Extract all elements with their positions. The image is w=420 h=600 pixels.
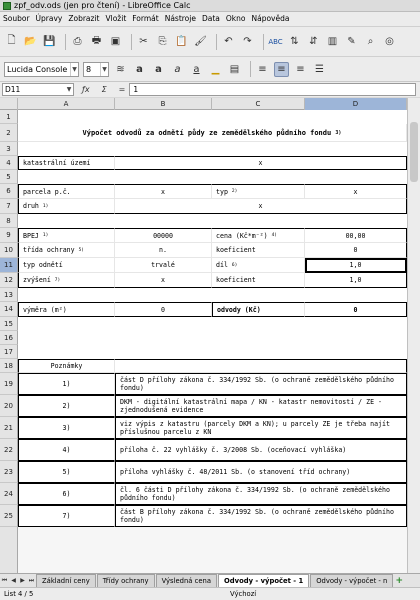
cell-d14[interactable] (305, 302, 407, 317)
cell-d6[interactable] (305, 184, 407, 199)
menu-data[interactable]: Data (201, 14, 220, 23)
menu-bar (0, 12, 420, 26)
table-row (0, 483, 407, 505)
value-typ: x (353, 187, 358, 196)
column-headers (0, 98, 420, 110)
table-row (0, 258, 407, 273)
add-sheet-icon[interactable]: + (395, 576, 404, 586)
cell-b6[interactable] (115, 184, 212, 199)
toolbar-separator (263, 34, 264, 50)
cell-b12[interactable] (115, 273, 212, 288)
name-box[interactable] (2, 83, 74, 96)
value-cena: 00,00 (345, 231, 366, 240)
row-header[interactable]: 6 (0, 184, 18, 199)
label-vymera: výměra (m²) (23, 305, 67, 314)
formatting-toolbar (0, 56, 420, 81)
draw-icon[interactable]: ✎ (347, 36, 356, 47)
prev-sheet-icon[interactable]: ◀ (11, 577, 16, 584)
tab-tridy-ochrany[interactable]: Třídy ochrany (97, 574, 155, 587)
row-header[interactable]: 16 (0, 331, 18, 345)
notes-header-text: Poznámky (50, 362, 83, 370)
vertical-scrollbar[interactable] (407, 98, 420, 573)
cell-c12[interactable] (212, 273, 305, 288)
note-text[interactable] (115, 505, 407, 527)
label-druh-sup: 1) (42, 203, 49, 209)
cut-icon[interactable]: ✂ (139, 36, 148, 47)
label-cena-sup: 4) (271, 233, 278, 238)
note-number-text: 3) (62, 424, 71, 432)
cell-a11[interactable] (18, 258, 115, 273)
cell-d11-active[interactable] (305, 258, 407, 273)
highlight-icon[interactable]: ▁ (211, 63, 220, 75)
formula-input[interactable] (129, 83, 416, 96)
value-koeficient: 0 (353, 246, 358, 254)
font-size-field[interactable] (83, 62, 109, 77)
note-number[interactable] (18, 483, 115, 505)
cell-b7[interactable] (115, 199, 407, 214)
sheet-position: List 4 / 5 (4, 590, 34, 598)
note-number[interactable] (18, 505, 115, 527)
table-row (0, 302, 407, 317)
note-text[interactable] (115, 461, 407, 483)
table-row (0, 359, 407, 373)
row-header[interactable]: 24 (0, 483, 18, 505)
menu-vlozit[interactable]: Vložit (105, 14, 127, 23)
note-number-text: 5) (62, 468, 71, 476)
value-zvyseni: x (161, 276, 165, 284)
row-header[interactable]: 7 (0, 199, 18, 214)
toolbar-separator (216, 34, 217, 50)
row-header-blank (0, 527, 18, 573)
table-row (0, 345, 407, 359)
note-number[interactable] (18, 373, 115, 395)
function-wizard-icon[interactable]: ƒx (82, 85, 90, 94)
underline-icon[interactable]: a (193, 63, 200, 75)
clone-format-icon[interactable]: 🖌 (194, 36, 207, 47)
table-row (0, 243, 407, 258)
label-bpej-sup: 1) (42, 233, 49, 238)
note-number[interactable] (18, 461, 115, 483)
title-bar (0, 0, 420, 12)
label-dil-sup: 6) (231, 262, 238, 268)
paste-icon[interactable]: 📋 (175, 36, 188, 47)
value-typ-odneti: trvalé (151, 261, 175, 269)
find-icon[interactable]: ⌕ (367, 36, 374, 47)
table-row (0, 417, 407, 439)
row-header[interactable]: 10 (0, 243, 18, 258)
cell-a4[interactable] (18, 156, 115, 170)
chart-icon[interactable]: ▥ (327, 36, 338, 47)
sheet-title-sup: 3) (335, 129, 342, 136)
row-header[interactable]: 14 (0, 302, 18, 317)
empty-area (0, 527, 407, 573)
tab-odvody-vypocet-n[interactable]: Odvody - výpočet - n (310, 574, 393, 587)
cell-d9[interactable] (305, 228, 407, 243)
menu-okno[interactable]: Okno (225, 14, 246, 23)
align-center-icon[interactable]: ≡ (274, 62, 289, 77)
tab-vysledna-cena[interactable]: Výsledná cena (156, 574, 217, 587)
notes-header-blank[interactable] (115, 359, 407, 373)
label-odvody: odvody (Kč) (217, 305, 261, 314)
cell-c14[interactable] (212, 302, 305, 317)
chevron-down-icon[interactable]: ▼ (70, 63, 78, 76)
cell-b9[interactable] (115, 228, 212, 243)
label-cena: cena (Kč*m⁻²) (216, 231, 268, 240)
next-sheet-icon[interactable]: ▶ (20, 577, 25, 584)
table-row (0, 142, 407, 156)
value-vymera: 0 (161, 305, 165, 314)
new-document-icon[interactable]: 🗋 (7, 35, 16, 46)
table-row (0, 228, 407, 243)
font-size-value: 8 (86, 64, 92, 74)
note-text[interactable] (115, 439, 407, 461)
cell-b11[interactable] (115, 258, 212, 273)
row-header[interactable]: 12 (0, 273, 18, 288)
chevron-down-icon[interactable]: ▼ (100, 63, 108, 76)
select-all-corner[interactable] (0, 98, 18, 110)
font-name-field[interactable] (4, 62, 79, 77)
sheet-title[interactable] (18, 124, 407, 142)
row-header[interactable]: 17 (0, 345, 18, 359)
cell-a9[interactable] (18, 228, 115, 243)
table-row (0, 199, 407, 214)
table-row (0, 505, 407, 527)
undo-icon[interactable]: ↶ (224, 36, 233, 47)
cell-a14[interactable] (18, 302, 115, 317)
label-koeficient-2: koeficient (216, 276, 256, 284)
formula-value: 1 (133, 85, 139, 94)
cell-c9[interactable] (212, 228, 305, 243)
row-header[interactable]: 18 (0, 359, 18, 373)
label-trida-ochrany-sup: 5) (78, 247, 85, 253)
value-koeficient-2: 1,0 (349, 276, 362, 284)
column-header-c[interactable]: C (212, 98, 305, 110)
print-preview-icon[interactable]: ▣ (110, 36, 121, 47)
formula-icon[interactable]: = (118, 85, 126, 94)
value-odvody: 0 (353, 305, 358, 314)
note-number-text: 4) (62, 446, 71, 454)
menu-soubor[interactable]: Soubor (3, 14, 30, 23)
align-left-icon[interactable]: ≡ (258, 63, 267, 75)
note-number[interactable] (18, 395, 115, 417)
table-row (0, 214, 407, 228)
row-header[interactable]: 2 (0, 124, 18, 142)
row-header[interactable]: 1 (0, 110, 18, 124)
cell-c10[interactable] (212, 243, 305, 258)
row-header[interactable]: 8 (0, 214, 18, 228)
sheet-title-text: Výpočet odvodů za odnětí půdy ze zemědělského půdního fondu (82, 128, 332, 137)
note-text[interactable] (115, 395, 407, 417)
note-number-text: 6) (62, 490, 71, 498)
label-trida-ochrany: třída ochrany (23, 246, 75, 254)
note-text-content: příloha č. 22 vyhlášky č. 3/2008 Sb. (oceňovací vyhláška) (120, 446, 347, 454)
cell-b4[interactable] (115, 156, 407, 170)
toolbar-separator (250, 61, 251, 77)
note-number[interactable] (18, 417, 115, 439)
label-zvyseni: zvýšení (23, 276, 51, 284)
label-parcela: parcela p.č. (23, 187, 71, 196)
justify-icon[interactable]: ☰ (315, 63, 324, 75)
redo-icon[interactable]: ↷ (243, 36, 252, 47)
styles-icon[interactable]: ≋ (116, 63, 125, 75)
cell-b14[interactable] (115, 302, 212, 317)
table-row (0, 110, 407, 124)
navigator-icon[interactable]: ◎ (385, 36, 394, 47)
row-header[interactable]: 23 (0, 461, 18, 483)
toolbar-separator (131, 34, 132, 50)
table-row (0, 331, 407, 345)
row-header[interactable]: 5 (0, 170, 18, 184)
tab-zakladni-ceny[interactable]: Základní ceny (36, 574, 96, 587)
save-icon[interactable]: 💾 (43, 36, 56, 47)
calc-app-icon (3, 2, 11, 10)
notes-header[interactable] (18, 359, 115, 373)
label-typ-odneti: typ odnětí (23, 261, 63, 269)
note-number[interactable] (18, 439, 115, 461)
cell-a10[interactable] (18, 243, 115, 258)
note-number-text: 7) (62, 512, 71, 520)
note-text-content: DKM - digitální katastrální mapa / KN - katastr nemovitostí / ZE - zjednodušená evidence (120, 398, 383, 414)
table-row (0, 184, 407, 199)
value-parcela: x (161, 187, 165, 196)
table-row (0, 288, 407, 302)
menu-napoveda[interactable]: Nápověda (251, 14, 290, 23)
row-header[interactable]: 22 (0, 439, 18, 461)
note-text-content: část B přílohy zákona č. 334/1992 Sb. (o ochraně zemědělského půdního fondu) (120, 508, 394, 524)
spreadsheet-grid[interactable] (0, 98, 420, 573)
menu-zobrazit[interactable]: Zobrazit (68, 14, 100, 23)
cell-c6[interactable] (212, 184, 305, 199)
cell-a12[interactable] (18, 273, 115, 288)
scrollbar-thumb[interactable] (410, 122, 418, 182)
font-name-value: Lucida Console (7, 64, 68, 74)
cell-d12[interactable] (305, 273, 407, 288)
note-text-content: část D přílohy zákona č. 334/1992 Sb. (o ochraně zemědělského půdního fondu) (120, 376, 394, 392)
row-header[interactable]: 13 (0, 288, 18, 302)
table-row (0, 317, 407, 331)
note-text[interactable] (115, 417, 407, 439)
label-typ-sup: 2) (231, 189, 238, 194)
value-dil: 1,0 (349, 261, 362, 269)
column-header-b[interactable]: B (115, 98, 212, 110)
table-row (0, 156, 407, 170)
row-header-selected[interactable]: 11 (0, 258, 18, 273)
window-title: zpf_odv.ods (jen pro čtení) - LibreOffice Calc (14, 1, 191, 10)
menu-nastroje[interactable]: Nástroje (164, 14, 196, 23)
italic-icon[interactable]: a (174, 63, 181, 75)
open-folder-icon[interactable]: 📂 (24, 36, 37, 47)
note-text-content: viz výpis z katastru (parcely DKM a KN); u parcely ZE je třeba najít příslušnou parcelu z KN (120, 420, 390, 436)
note-number-text: 1) (62, 380, 71, 388)
cell-b10[interactable] (115, 243, 212, 258)
tab-odvody-vypocet-1[interactable]: Odvody - výpočet - 1 (218, 574, 309, 587)
note-text-content: čl. 6 části D přílohy zákona č. 334/1992 Sb. (o ochraně zemědělského půdního fondu) (120, 486, 390, 502)
note-text-content: příloha vyhlášky č. 48/2011 Sb. (o stanovení tříd ochrany) (120, 468, 351, 476)
background-color-icon[interactable]: ▤ (229, 63, 240, 75)
cell-a6[interactable] (18, 184, 115, 199)
table-row (0, 373, 407, 395)
cell-reference: D11 (5, 85, 21, 94)
label-zvyseni-sup: 7) (54, 277, 61, 283)
table-row (0, 273, 407, 288)
sort-descending-icon[interactable]: ⇵ (309, 36, 318, 47)
table-row (0, 124, 407, 142)
spellcheck-icon[interactable]: ABC (268, 37, 283, 46)
row-header[interactable]: 19 (0, 373, 18, 395)
row-header[interactable]: 15 (0, 317, 18, 331)
print-icon[interactable]: 🖶 (91, 35, 102, 46)
table-row (0, 170, 407, 184)
row-header[interactable]: 9 (0, 228, 18, 243)
standard-toolbar (0, 26, 420, 56)
row-header[interactable]: 21 (0, 417, 18, 439)
page-style[interactable]: Výchozí (230, 590, 257, 598)
status-bar (0, 587, 420, 600)
formula-bar (0, 81, 420, 97)
menu-format[interactable]: Formát (132, 14, 159, 23)
copy-icon[interactable]: ⎘ (158, 36, 167, 47)
note-text[interactable] (115, 373, 407, 395)
font-color-icon[interactable]: a (136, 63, 143, 75)
menu-upravy[interactable]: Úpravy (35, 14, 63, 23)
value-bpej: 00000 (153, 231, 173, 240)
label-typ: typ (216, 187, 228, 196)
table-row (0, 439, 407, 461)
cell-c11[interactable] (212, 258, 305, 273)
row-header[interactable]: 20 (0, 395, 18, 417)
first-sheet-icon[interactable]: ⏮ (1, 577, 8, 584)
chevron-down-icon[interactable]: ▼ (66, 86, 72, 93)
align-right-icon[interactable]: ≡ (296, 63, 305, 75)
value-trida-ochrany: n. (159, 246, 167, 254)
row-header[interactable]: 4 (0, 156, 18, 170)
value-druh: x (258, 202, 263, 210)
label-koeficient: koeficient (216, 246, 256, 254)
cell-d10[interactable] (305, 243, 407, 258)
sort-ascending-icon[interactable]: ⇅ (290, 36, 299, 47)
label-bpej: BPEJ (23, 231, 39, 240)
table-row (0, 395, 407, 417)
sum-icon[interactable]: Σ (101, 85, 107, 94)
export-pdf-icon[interactable]: ⎙ (73, 36, 82, 47)
column-header-a[interactable]: A (18, 98, 115, 110)
column-header-d[interactable]: D (305, 98, 407, 110)
sheet-tab-bar (0, 573, 420, 587)
value-katastralni-uzemi: x (258, 159, 263, 167)
label-katastralni-uzemi: katastrální území (23, 159, 91, 167)
note-number-text: 2) (62, 402, 71, 410)
cell-a7[interactable] (18, 199, 115, 214)
label-dil: díl (216, 261, 228, 269)
row-header[interactable]: 3 (0, 142, 18, 156)
last-sheet-icon[interactable]: ⏭ (28, 577, 35, 584)
row-header[interactable]: 25 (0, 505, 18, 527)
table-row (0, 461, 407, 483)
bold-icon[interactable]: a (155, 63, 162, 75)
note-text[interactable] (115, 483, 407, 505)
toolbar-separator (65, 34, 66, 50)
label-druh: druh (23, 202, 39, 210)
